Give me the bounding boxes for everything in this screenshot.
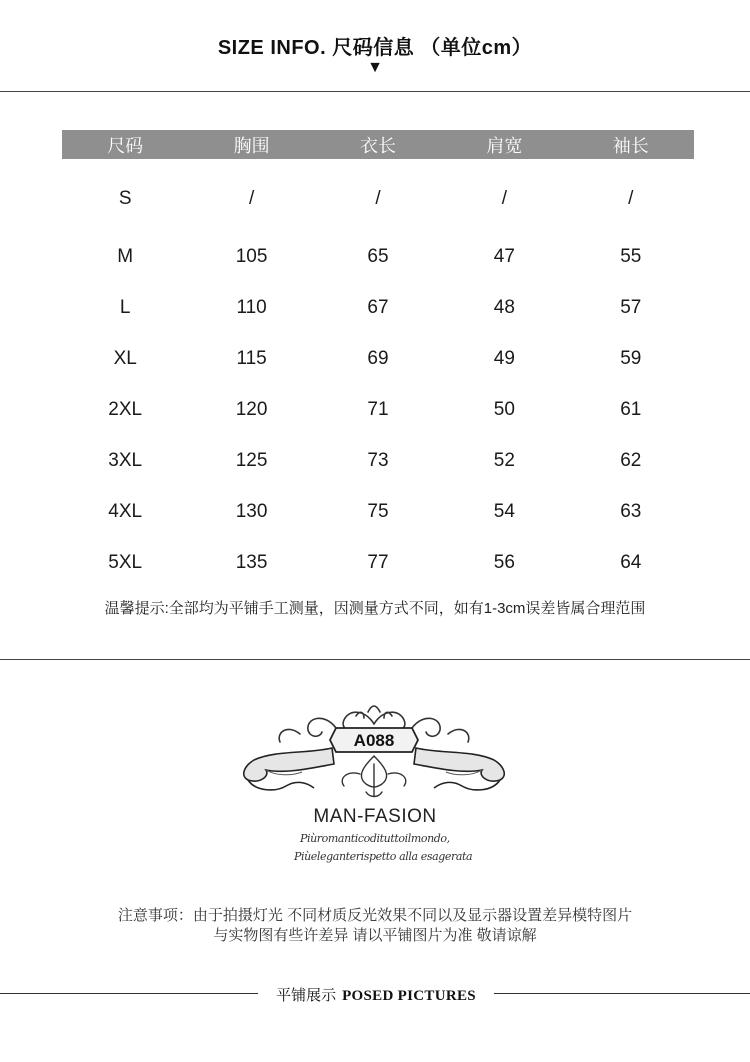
brand-emblem [236,704,512,804]
table-cell: 57 [620,296,642,318]
brand-slogan-1: Piùromanticodituttoilmondo, [300,832,450,845]
table-cell: / [628,188,634,209]
table-cell: 69 [367,347,389,369]
table-cell: 125 [235,449,268,471]
footer-section-label [258,984,494,1005]
col-header-shoulder: 肩宽 [441,130,567,159]
table-cell: 48 [493,296,515,318]
col-header-sleeve: 袖长 [568,130,694,159]
table-row [62,282,694,333]
table-cell: 73 [367,449,389,471]
table-cell: 65 [367,245,389,267]
table-row [62,231,694,282]
table-cell: S [118,188,132,209]
table-cell: 115 [236,347,267,369]
page-title: SIZE INFO. 尺码信息 （单位cm） [217,37,533,59]
table-row [62,333,694,384]
footer-divider-left [0,993,258,994]
down-arrow-icon: ▼ [367,59,383,76]
table-cell: 5XL [108,551,143,573]
table-row [62,384,694,435]
table-cell: 2XL [108,398,143,420]
table-cell: 50 [493,398,515,420]
table-cell: 105 [235,245,268,267]
table-cell: 54 [493,500,515,522]
col-header-size: 尺码 [62,130,188,159]
table-cell: / [375,188,381,209]
footer-divider-right [494,993,750,994]
top-divider [0,91,750,92]
table-cell: 120 [235,398,268,420]
table-cell: 55 [620,245,642,267]
notice-line-2: 与实物图有些许差异 请以平铺图片为准 敬请谅解 [213,927,537,944]
table-cell: 52 [493,449,515,471]
footer-label-en: POSED PICTURES [342,988,476,1004]
table-cell: 63 [620,500,642,522]
table-cell: 77 [367,551,389,573]
table-cell: / [248,188,255,209]
table-cell: 61 [620,398,642,420]
notice-line-1: 注意事项：由于拍摄灯光 不同材质反光效果不同以及显示器设置差异模特图片 [117,907,633,924]
table-cell: 75 [367,500,389,522]
table-header-row [62,130,694,159]
table-cell: XL [113,347,137,369]
table-cell: 110 [236,296,267,318]
table-cell: 59 [620,347,642,369]
table-cell: M [117,245,134,267]
table-cell: 4XL [108,500,143,522]
table-cell: 3XL [108,449,143,471]
brand-slogan-2: Piùeleganterispetto alla esagerata [294,850,473,863]
table-cell: 62 [620,449,642,471]
table-row [62,537,694,588]
footer-label-cn: 平铺展示 [276,987,337,1004]
brand-name: MAN-FASION [313,806,437,827]
table-cell: 49 [493,347,515,369]
middle-divider [0,659,750,660]
size-table [62,130,694,588]
table-cell: 56 [493,551,515,573]
table-cell: 130 [235,500,268,522]
col-header-length: 衣长 [315,130,441,159]
table-cell: 47 [493,245,515,267]
table-cell: 64 [620,551,642,573]
table-cell: L [119,296,131,318]
table-cell: 71 [367,398,389,420]
table-row [62,159,694,231]
table-cell: 135 [235,551,268,573]
table-cell: 67 [367,296,389,318]
measurement-tip: 温馨提示:全部均为平铺手工测量，因测量方式不同，如有1-3cm误差皆属合理范围 [104,600,646,617]
table-row [62,486,694,537]
col-header-chest: 胸围 [188,130,314,159]
table-row [62,435,694,486]
table-cell: / [501,188,507,209]
brand-badge: A088 [353,731,395,750]
